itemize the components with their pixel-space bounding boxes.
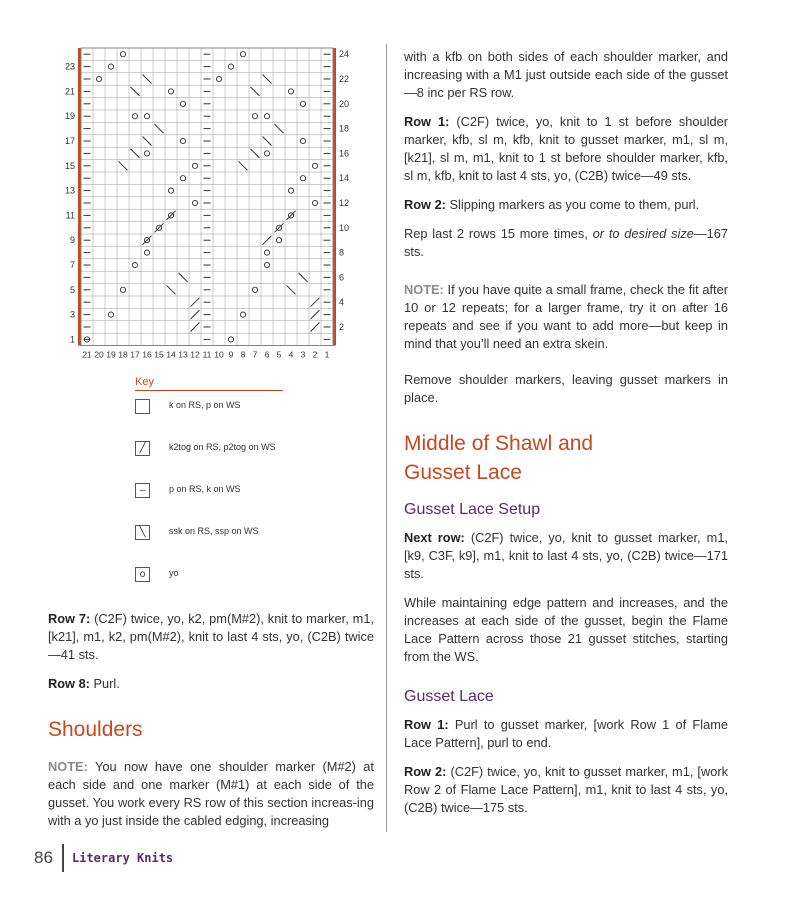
row-number-left: 15: [64, 160, 75, 171]
stitch-number: 9: [228, 349, 234, 360]
row-number-right: 18: [339, 123, 350, 134]
row1-paragraph: [404, 113, 728, 185]
stitch-number: 20: [94, 349, 104, 360]
row2-text: Slipping markers as you come to them, purl.: [445, 197, 700, 212]
row-number-left: 21: [64, 86, 75, 97]
knit-symbol-icon: [135, 399, 150, 414]
shoulders-heading: Shoulders: [48, 718, 143, 741]
lace-row2-label: Row 2:: [404, 764, 447, 779]
stitch-number: 1: [324, 349, 330, 360]
row-number-left: 9: [69, 235, 75, 246]
note-text: You now have one shoulder marker (M#2) at each side and one marker (M#1) at each side of the gusset. You work every RS row of this section increas-ing with a yo just inside the cabled edging, increasing: [48, 759, 374, 828]
row-number-left: 17: [64, 136, 75, 146]
while-paragraph: While maintaining edge pattern and increases, and the increases at each side of the gusset, begin the Flame Lace Pattern across those 21 gusset stitches, starting from the WS.: [404, 595, 728, 664]
key-item-text: k on RS, p on WS: [169, 400, 241, 410]
key-item-k2tog: [135, 433, 335, 475]
key-item-text: k2tog on RS, p2tog on WS: [169, 442, 276, 452]
stitch-number: 4: [288, 349, 294, 360]
key-item-knit: [135, 391, 335, 433]
key-item-text: ssk on RS, ssp on WS: [169, 526, 259, 536]
stitch-number: 12: [190, 349, 200, 360]
stitch-number: 10: [214, 349, 224, 360]
lace-row1-text: Purl to gusset marker, [work Row 1 of Flame Lace Pattern], purl to end.: [404, 717, 728, 750]
flame-lace-chart: [48, 44, 374, 374]
lace-row1-label: Row 1:: [404, 717, 449, 732]
chart-right-accent-bar: [334, 48, 337, 346]
stitch-number: 2: [312, 349, 318, 360]
book-title: Literary Knits: [72, 851, 174, 865]
row7-paragraph: [48, 610, 374, 664]
purl-symbol-icon: –: [135, 483, 150, 498]
row2-paragraph: [404, 196, 728, 214]
stitch-number: 11: [202, 349, 212, 360]
stitch-number: 16: [142, 349, 152, 360]
row-number-left: 11: [65, 210, 75, 221]
key-item-yo: [135, 559, 335, 601]
row-number-left: 13: [64, 185, 75, 196]
row1-label: Row 1:: [404, 114, 450, 129]
rep-end: —167 sts.: [404, 226, 728, 259]
key-title: Key: [135, 376, 283, 391]
k2tog-symbol-icon: ╱: [135, 441, 150, 456]
chart-svg: [48, 44, 374, 374]
stitch-number: 7: [252, 349, 258, 360]
stitch-number: 21: [82, 349, 92, 360]
row-number-right: 22: [339, 74, 350, 84]
stitch-number: 5: [276, 349, 282, 360]
page-number: 86: [34, 848, 53, 867]
footer-divider: [62, 844, 64, 872]
fit-note: [404, 281, 728, 353]
row-number-right: 16: [339, 148, 350, 159]
row2-label: Row 2:: [404, 197, 446, 212]
row-number-right: 2: [339, 322, 345, 332]
row8-label: Row 8:: [48, 676, 90, 691]
next-label: Next row:: [404, 530, 465, 545]
row-number-left: 19: [64, 111, 75, 122]
gusset-lace-heading: Gusset Lace: [404, 688, 494, 705]
next-row-paragraph: [404, 529, 728, 583]
row7-label: Row 7:: [48, 611, 91, 626]
lace-row2-paragraph: [404, 763, 728, 817]
key-item-ssk: [135, 517, 335, 559]
row-number-right: 8: [339, 247, 345, 258]
lace-row2-text: (C2F) twice, yo, knit to gusset marker, m1, [work Row 2 of Flame Lace Pattern], m1, knit to last 4 sts, yo, (C2B) twice—175 sts.: [404, 764, 728, 815]
row-number-right: 12: [339, 198, 350, 208]
stitch-number: 18: [118, 349, 128, 360]
row1-text: (C2F) twice, yo, knit to 1 st before shoulder marker, kfb, sl m, kfb, knit to gusset marker, m1, sl m, [k21], sl m, m1, knit to 1 st before shoulder marker, kfb, sl m, kfb, knit to last 4 sts, yo, (C2B) twice—49 sts.: [404, 114, 728, 183]
remove-paragraph: Remove shoulder markers, leaving gusset markers in place.: [404, 372, 728, 405]
stitch-number: 3: [300, 349, 306, 360]
ssk-symbol-icon: ╲: [135, 525, 150, 540]
chart-key: [135, 376, 335, 601]
stitch-number: 8: [240, 349, 246, 360]
stitch-number: 19: [106, 349, 116, 360]
row-number-right: 14: [339, 173, 350, 184]
row-number-right: 20: [339, 98, 350, 109]
row8-paragraph: [48, 675, 374, 693]
column-divider: [386, 44, 387, 832]
stitch-number: 14: [166, 349, 176, 360]
stitch-number: 13: [178, 349, 188, 360]
middle-heading: Middle of Shawl and Gusset Lace: [404, 432, 594, 484]
row7-text: (C2F) twice, yo, k2, pm(M#2), knit to marker, m1, [k21], m1, k2, pm(M#2), knit to last 4 sts, yo, (C2B) twice—41 sts.: [48, 611, 374, 662]
note-label: NOTE:: [48, 759, 88, 774]
key-item-text: yo: [169, 568, 179, 578]
continued-paragraph: with a kfb on both sides of each shoulder marker, and increasing with a M1 just outside each side of the gusset—8 inc per RS row.: [404, 49, 728, 100]
row-number-left: 7: [69, 260, 75, 270]
left-text: [48, 610, 374, 841]
row-number-left: 23: [64, 61, 75, 72]
yo-symbol-icon: o: [135, 567, 150, 582]
note-text: If you have quite a small frame, check the fit after 10 or 12 repeats; for a larger frame, try it on after 16 repeats and see if you want to add more—but keep in mind that you’ll need an extra skein.: [404, 282, 728, 351]
chart-left-accent-bar: [78, 48, 81, 346]
rep-italic: or to desired size: [592, 226, 694, 241]
row-number-right: 10: [339, 222, 350, 233]
shoulders-note: [48, 758, 374, 830]
row-number-left: 5: [69, 284, 75, 295]
right-column: [404, 48, 728, 828]
lace-row1-paragraph: [404, 716, 728, 752]
repeat-paragraph: [404, 225, 728, 261]
rep-text: Rep last 2 rows 15 more times,: [404, 226, 593, 241]
setup-heading: Gusset Lace Setup: [404, 501, 541, 518]
key-item-text: p on RS, k on WS: [169, 484, 241, 494]
row-number-right: 6: [339, 272, 345, 283]
next-text: (C2F) twice, yo, knit to gusset marker, m1, [k9, C3F, k9], m1, knit to last 4 sts, yo, (C2B) twice—171 sts.: [404, 530, 728, 581]
row-number-right: 4: [339, 297, 345, 308]
stitch-number: 17: [130, 349, 140, 360]
key-item-purl: [135, 475, 335, 517]
row8-text: Purl.: [89, 676, 120, 691]
note-label: NOTE:: [404, 282, 444, 297]
row-number-left: 3: [69, 309, 75, 320]
stitch-number: 6: [264, 349, 270, 360]
row-number-left: 1: [69, 334, 75, 345]
stitch-number: 15: [154, 349, 164, 360]
row-number-right: 24: [339, 49, 350, 60]
